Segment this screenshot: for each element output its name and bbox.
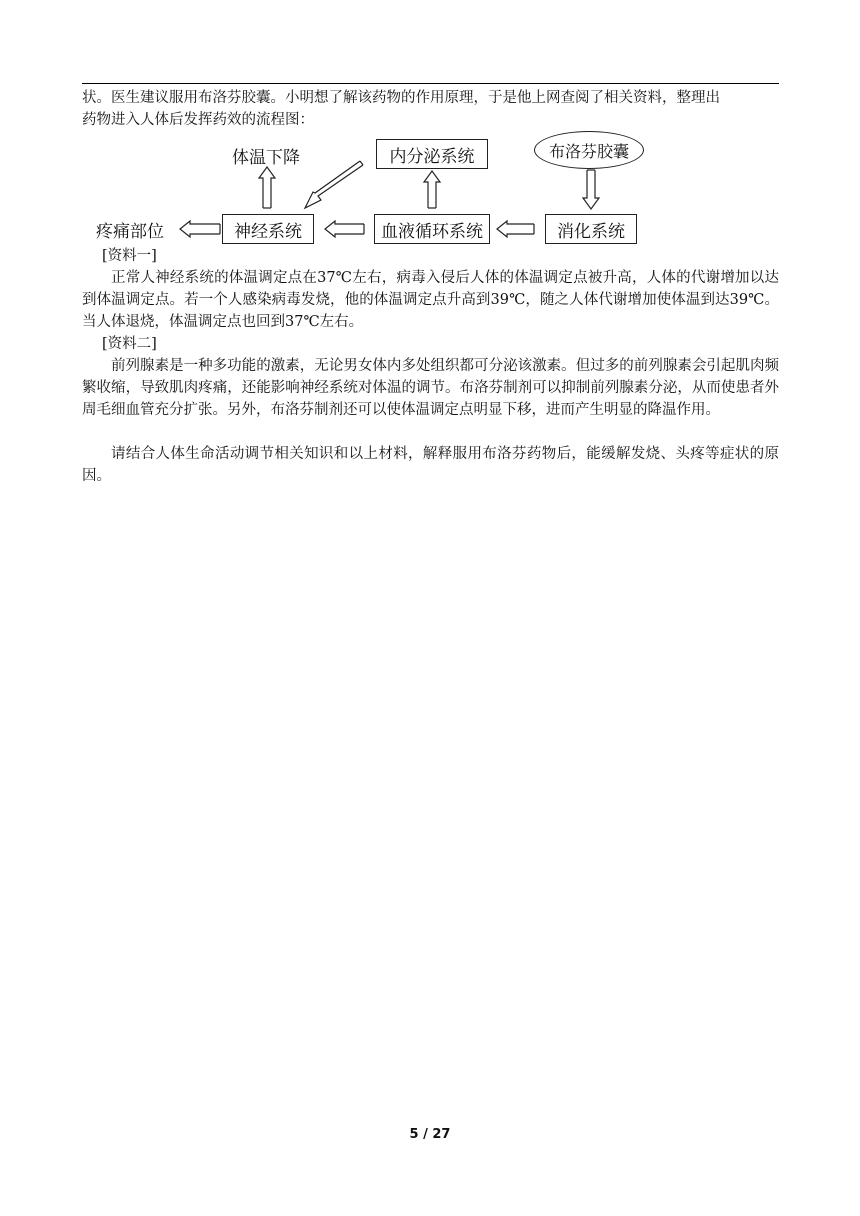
arrow-nervous-to-temp — [259, 167, 275, 208]
page-number: 5 / 27 — [409, 1127, 451, 1142]
question-text: 请结合人体生命活动调节相关知识和以上材料，解释服用布洛芬药物后，能缓解发烧、头疼等症状的原因。 — [82, 446, 779, 484]
arrow-endocrine-to-nervous — [305, 161, 363, 208]
arrow-circulation-to-nervous — [325, 221, 364, 237]
arrow-nervous-to-pain — [180, 221, 220, 237]
material-2-text: 前列腺素是一种多功能的激素，无论男女体内多处组织都可分泌该激素。但过多的前列腺素会引起肌肉频繁收缩，导致肌肉疼痛，还能影响神经系统对体温的调节。布洛芬制剂可以抑制前列腺素分泌，从而使患者外周毛细血管充分扩张。另外，布洛芬制剂还可以使体温调定点明显下移，进而产生明显的降温作用。 — [82, 358, 779, 418]
node-ibuprofen-capsule: 布洛芬胶囊 — [534, 131, 644, 169]
material-1-text: 正常人神经系统的体温调定点在37℃左右，病毒入侵后人体的体温调定点被升高，人体的代谢增加以达到体温调定点。若一个人感染病毒发烧，他的体温调定点升高到39℃，随之人体代谢增加使体温到达39℃。当人体退烧，体温调定点也回到37℃左右。 — [82, 270, 779, 330]
node-nervous-system: 神经系统 — [222, 214, 314, 244]
intro-line-1: 状。医生建议服用布洛芬胶囊。小明想了解该药物的作用原理，于是他上网查阅了相关资料，整理出 — [82, 90, 720, 106]
node-digestive-system: 消化系统 — [545, 214, 637, 244]
node-endocrine-system: 内分泌系统 — [376, 139, 488, 169]
material-1-label: [资料一] — [102, 248, 157, 264]
arrow-digestive-to-circulation — [497, 221, 534, 237]
arrow-circulation-to-endocrine — [424, 171, 440, 208]
node-body-temp-down: 体温下降 — [232, 148, 300, 168]
node-pain-site: 疼痛部位 — [96, 222, 164, 242]
material-2-label: [资料二] — [102, 336, 157, 352]
arrow-ibuprofen-to-digestive — [583, 170, 599, 209]
intro-line-2: 药物进入人体后发挥药效的流程图： — [82, 112, 314, 128]
node-circulatory-system: 血液循环系统 — [374, 214, 490, 244]
